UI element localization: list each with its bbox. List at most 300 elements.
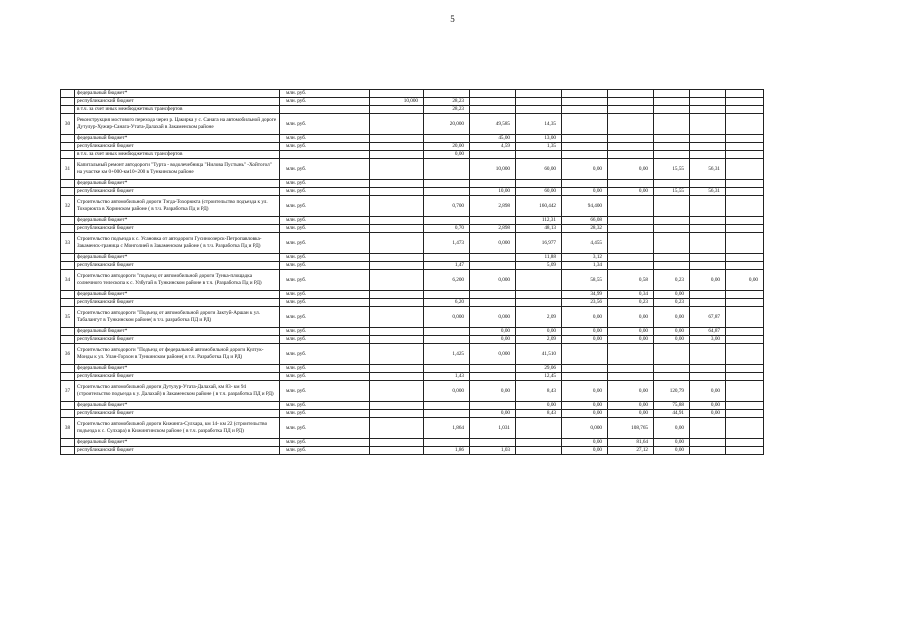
value-cell	[370, 336, 424, 344]
value-cell: 0,00	[654, 328, 690, 336]
value-cell	[726, 344, 764, 365]
value-cell	[562, 365, 608, 373]
value-cell	[470, 254, 516, 262]
funding-row	[61, 98, 764, 106]
value-cell: 2,09	[516, 336, 562, 344]
value-cell: 5,09	[516, 262, 562, 270]
row-name: Капитальный ремонт автодороги "Турта - водолечебница "Нилова Пустынь" -Хойтогол" на участке км 0+000-км10+200 в Тункинском районе	[75, 159, 280, 180]
value-cell	[690, 254, 726, 262]
value-cell: 2,09	[516, 307, 562, 328]
funding-row	[61, 373, 764, 381]
row-name: республиканский бюджет	[75, 299, 280, 307]
row-name: федеральный бюджет*	[75, 365, 280, 373]
value-cell	[654, 344, 690, 365]
value-cell	[424, 328, 470, 336]
value-cell	[424, 188, 470, 196]
row-unit	[280, 151, 370, 159]
value-cell: 56,31	[690, 159, 726, 180]
row-number	[61, 262, 75, 270]
value-cell	[726, 159, 764, 180]
value-cell	[516, 90, 562, 98]
row-number: 31	[61, 159, 75, 180]
row-unit: млн. руб.	[280, 188, 370, 196]
value-cell: 0,23	[654, 299, 690, 307]
value-cell	[726, 418, 764, 439]
value-cell: 0,000	[424, 381, 470, 402]
value-cell: 0,000	[470, 270, 516, 291]
value-cell: 0,000	[424, 307, 470, 328]
row-name: Строительство автодороги "Подъезд от автомобильной дороги Зактуй-Аршан к ул. Табалангут в Тункинском районе( в т.ч. разработка ПД и РД)	[75, 307, 280, 328]
value-cell	[470, 217, 516, 225]
funding-row	[61, 90, 764, 98]
value-cell: 0,00	[562, 402, 608, 410]
row-number: 30	[61, 114, 75, 135]
row-name: в т.ч. за счет иных межбюджетных трансфертов	[75, 151, 280, 159]
funding-row	[61, 143, 764, 151]
value-cell	[690, 418, 726, 439]
value-cell	[726, 262, 764, 270]
value-cell	[516, 151, 562, 159]
funding-row	[61, 151, 764, 159]
value-cell: 1,864	[424, 418, 470, 439]
row-name: республиканский бюджет	[75, 98, 280, 106]
value-cell	[608, 217, 654, 225]
row-number	[61, 188, 75, 196]
value-cell	[726, 196, 764, 217]
value-cell	[424, 180, 470, 188]
value-cell	[726, 410, 764, 418]
value-cell	[370, 151, 424, 159]
value-cell: 13,00	[516, 135, 562, 143]
row-number	[61, 151, 75, 159]
row-unit: млн. руб.	[280, 90, 370, 98]
value-cell	[370, 439, 424, 447]
value-cell	[726, 299, 764, 307]
row-number: 33	[61, 233, 75, 254]
value-cell: 0,00	[608, 381, 654, 402]
value-cell: 0,00	[654, 336, 690, 344]
project-row	[61, 307, 764, 328]
value-cell: 0,00	[562, 328, 608, 336]
project-row	[61, 344, 764, 365]
row-number	[61, 299, 75, 307]
value-cell	[608, 225, 654, 233]
row-number: 38	[61, 418, 75, 439]
value-cell: 0,23	[654, 270, 690, 291]
value-cell: 44,91	[654, 410, 690, 418]
row-number: 37	[61, 381, 75, 402]
value-cell: 0,00	[608, 159, 654, 180]
funding-row	[61, 365, 764, 373]
value-cell	[562, 151, 608, 159]
value-cell: 28,32	[562, 225, 608, 233]
row-number	[61, 402, 75, 410]
row-name: республиканский бюджет	[75, 225, 280, 233]
value-cell	[690, 151, 726, 159]
row-unit: млн. руб.	[280, 418, 370, 439]
value-cell: 0,00	[516, 402, 562, 410]
value-cell: 3,12	[562, 254, 608, 262]
funding-row	[61, 402, 764, 410]
value-cell: 0,000	[562, 418, 608, 439]
row-name: федеральный бюджет*	[75, 254, 280, 262]
value-cell	[424, 439, 470, 447]
row-name: Строительство автомобильной дороги Дутулур-Утата-Далахай, км 83- км 94 (строительство подъезда к у. Далахай) в Закаменском районе ( в т.ч. разработка ПД и РД)	[75, 381, 280, 402]
value-cell: 10,000	[470, 159, 516, 180]
value-cell	[370, 299, 424, 307]
row-name: республиканский бюджет	[75, 373, 280, 381]
value-cell: 34,99	[562, 291, 608, 299]
value-cell: 108,765	[608, 418, 654, 439]
value-cell: 0,700	[424, 196, 470, 217]
row-unit: млн. руб.	[280, 402, 370, 410]
value-cell	[516, 270, 562, 291]
row-number	[61, 291, 75, 299]
value-cell	[654, 373, 690, 381]
value-cell	[608, 143, 654, 151]
value-cell: 2,898	[470, 225, 516, 233]
value-cell: 56,31	[690, 188, 726, 196]
row-name: федеральный бюджет*	[75, 402, 280, 410]
row-name: республиканский бюджет	[75, 143, 280, 151]
value-cell: 0,000	[470, 307, 516, 328]
funding-row	[61, 336, 764, 344]
row-unit: млн. руб.	[280, 262, 370, 270]
value-cell: 75,88	[654, 402, 690, 410]
value-cell	[370, 135, 424, 143]
value-cell	[726, 106, 764, 114]
value-cell	[516, 180, 562, 188]
value-cell	[690, 225, 726, 233]
value-cell: 94,400	[562, 196, 608, 217]
value-cell: 0,00	[690, 381, 726, 402]
value-cell	[562, 98, 608, 106]
value-cell: 0,00	[424, 151, 470, 159]
funding-row	[61, 447, 764, 455]
value-cell	[424, 159, 470, 180]
value-cell: 0,00	[470, 328, 516, 336]
value-cell: 1,47	[424, 262, 470, 270]
row-number	[61, 254, 75, 262]
value-cell: 0,00	[608, 188, 654, 196]
row-unit: млн. руб.	[280, 233, 370, 254]
value-cell	[370, 418, 424, 439]
value-cell	[690, 291, 726, 299]
value-cell	[608, 254, 654, 262]
row-number	[61, 410, 75, 418]
value-cell: 0,00	[562, 188, 608, 196]
value-cell	[654, 233, 690, 254]
value-cell	[370, 196, 424, 217]
row-number	[61, 365, 75, 373]
value-cell	[690, 135, 726, 143]
value-cell	[726, 402, 764, 410]
value-cell	[470, 180, 516, 188]
value-cell	[690, 299, 726, 307]
row-name: федеральный бюджет*	[75, 90, 280, 98]
row-number: 34	[61, 270, 75, 291]
row-unit: млн. руб.	[280, 299, 370, 307]
value-cell	[654, 225, 690, 233]
row-unit: млн. руб.	[280, 135, 370, 143]
row-name: в т.ч. за счет иных межбюджетных трансфертов	[75, 106, 280, 114]
value-cell: 48,13	[516, 225, 562, 233]
row-name: республиканский бюджет	[75, 447, 280, 455]
value-cell	[654, 196, 690, 217]
value-cell: 6,20	[424, 299, 470, 307]
budget-table	[60, 89, 764, 455]
value-cell: 4,455	[562, 233, 608, 254]
value-cell	[370, 159, 424, 180]
value-cell	[690, 180, 726, 188]
row-name: республиканский бюджет	[75, 410, 280, 418]
row-unit	[280, 106, 370, 114]
value-cell	[608, 98, 654, 106]
value-cell: 12,45	[516, 373, 562, 381]
row-number	[61, 106, 75, 114]
value-cell	[726, 135, 764, 143]
row-name: Реконструкция мостового перехода через р. Цакирка у с. Санага на автомобильной дороге Дутулур-Хужир-Санага-Утата-Далахай в Закаменском районе	[75, 114, 280, 135]
value-cell	[690, 114, 726, 135]
row-unit: млн. руб.	[280, 328, 370, 336]
value-cell: 60,00	[516, 159, 562, 180]
value-cell	[726, 98, 764, 106]
value-cell: 0,00	[608, 307, 654, 328]
value-cell: 23,56	[562, 299, 608, 307]
project-row	[61, 196, 764, 217]
value-cell	[608, 106, 654, 114]
value-cell: 20,000	[424, 114, 470, 135]
value-cell: 41,510	[516, 344, 562, 365]
value-cell: 66,08	[562, 217, 608, 225]
value-cell	[370, 344, 424, 365]
row-number	[61, 143, 75, 151]
value-cell	[690, 344, 726, 365]
value-cell	[370, 270, 424, 291]
value-cell: 81,64	[608, 439, 654, 447]
value-cell: 0,00	[654, 418, 690, 439]
value-cell	[608, 262, 654, 270]
row-unit: млн. руб.	[280, 159, 370, 180]
value-cell: 11,88	[516, 254, 562, 262]
value-cell: 0,00	[562, 159, 608, 180]
row-name: федеральный бюджет*	[75, 217, 280, 225]
row-number	[61, 98, 75, 106]
value-cell: 1,86	[424, 447, 470, 455]
value-cell	[424, 410, 470, 418]
value-cell: 15,55	[654, 159, 690, 180]
value-cell: 120,79	[654, 381, 690, 402]
row-number	[61, 447, 75, 455]
funding-row	[61, 410, 764, 418]
row-number	[61, 135, 75, 143]
value-cell	[370, 90, 424, 98]
value-cell	[370, 225, 424, 233]
row-name: федеральный бюджет*	[75, 135, 280, 143]
value-cell: 10,000	[370, 98, 424, 106]
value-cell	[608, 233, 654, 254]
value-cell	[726, 373, 764, 381]
value-cell	[370, 328, 424, 336]
value-cell	[654, 135, 690, 143]
row-unit: млн. руб.	[280, 217, 370, 225]
page-number: 5	[450, 14, 455, 24]
value-cell: 60,00	[516, 188, 562, 196]
value-cell	[370, 410, 424, 418]
project-row	[61, 159, 764, 180]
row-unit: млн. руб.	[280, 307, 370, 328]
value-cell: 29,06	[516, 365, 562, 373]
value-cell: 0,00	[654, 307, 690, 328]
value-cell: 160,442	[516, 196, 562, 217]
value-cell	[690, 106, 726, 114]
value-cell	[726, 225, 764, 233]
value-cell: 10,00	[470, 188, 516, 196]
value-cell	[562, 106, 608, 114]
row-unit: млн. руб.	[280, 344, 370, 365]
value-cell: 64,87	[690, 328, 726, 336]
value-cell	[424, 365, 470, 373]
project-row	[61, 114, 764, 135]
value-cell: 0,00	[608, 402, 654, 410]
value-cell: 1,031	[470, 418, 516, 439]
value-cell	[516, 106, 562, 114]
row-unit: млн. руб.	[280, 439, 370, 447]
value-cell	[726, 143, 764, 151]
value-cell: 16,977	[516, 233, 562, 254]
row-number: 35	[61, 307, 75, 328]
row-number	[61, 439, 75, 447]
value-cell: 8,43	[516, 410, 562, 418]
row-unit: млн. руб.	[280, 196, 370, 217]
funding-row	[61, 217, 764, 225]
row-name: республиканский бюджет	[75, 188, 280, 196]
funding-row	[61, 328, 764, 336]
value-cell: 0,00	[562, 336, 608, 344]
value-cell	[470, 106, 516, 114]
value-cell: 0,00	[562, 381, 608, 402]
value-cell: 4,59	[470, 143, 516, 151]
value-cell	[424, 254, 470, 262]
value-cell: 0,000	[470, 233, 516, 254]
value-cell	[608, 196, 654, 217]
value-cell	[690, 217, 726, 225]
value-cell	[726, 90, 764, 98]
row-number: 32	[61, 196, 75, 217]
value-cell	[370, 373, 424, 381]
value-cell: 0,34	[608, 291, 654, 299]
value-cell: 27,12	[608, 447, 654, 455]
value-cell	[690, 233, 726, 254]
value-cell: 0,00	[562, 410, 608, 418]
value-cell	[690, 98, 726, 106]
row-unit: млн. руб.	[280, 381, 370, 402]
value-cell	[470, 90, 516, 98]
value-cell	[608, 373, 654, 381]
row-unit: млн. руб.	[280, 373, 370, 381]
value-cell: 1,473	[424, 233, 470, 254]
value-cell: 0,00	[470, 336, 516, 344]
row-number	[61, 336, 75, 344]
row-name: Строительство автомобильной дороги Тэгда-Тохорюкта (строительство подъезда к ул. Тохорюкта в Хоринском районе ( в т.ч. Разработка Пд и РД)	[75, 196, 280, 217]
value-cell	[370, 180, 424, 188]
value-cell	[370, 381, 424, 402]
value-cell	[726, 254, 764, 262]
value-cell: 112,31	[516, 217, 562, 225]
value-cell	[608, 135, 654, 143]
row-unit: млн. руб.	[280, 365, 370, 373]
value-cell: 1,425	[424, 344, 470, 365]
value-cell	[608, 90, 654, 98]
value-cell: 1,34	[562, 262, 608, 270]
row-unit: млн. руб.	[280, 336, 370, 344]
value-cell: 0,00	[654, 447, 690, 455]
value-cell	[370, 447, 424, 455]
row-name: федеральный бюджет*	[75, 180, 280, 188]
value-cell	[654, 98, 690, 106]
value-cell: 58,55	[562, 270, 608, 291]
value-cell	[654, 90, 690, 98]
value-cell: 45,00	[470, 135, 516, 143]
value-cell	[654, 151, 690, 159]
value-cell: 1,35	[516, 143, 562, 151]
value-cell	[562, 143, 608, 151]
funding-row	[61, 439, 764, 447]
value-cell	[470, 262, 516, 270]
value-cell	[470, 439, 516, 447]
value-cell: 0,00	[654, 291, 690, 299]
funding-row	[61, 262, 764, 270]
value-cell	[690, 90, 726, 98]
funding-row	[61, 299, 764, 307]
value-cell	[608, 344, 654, 365]
value-cell	[470, 291, 516, 299]
value-cell	[654, 217, 690, 225]
value-cell	[654, 365, 690, 373]
value-cell: 2,898	[470, 196, 516, 217]
value-cell	[654, 180, 690, 188]
row-unit: млн. руб.	[280, 98, 370, 106]
value-cell: 0,00	[562, 307, 608, 328]
value-cell	[424, 135, 470, 143]
funding-row	[61, 135, 764, 143]
row-name: Строительство автодороги "Подъезд от федеральной автомобильной дороги Култук-Монды к ул. Улан-Горхон в Тункинском районе( в т.ч. Разработка Пд и РД)	[75, 344, 280, 365]
value-cell: 0,00	[654, 439, 690, 447]
row-name: федеральный бюджет*	[75, 439, 280, 447]
value-cell: 3,00	[690, 336, 726, 344]
value-cell	[370, 217, 424, 225]
value-cell	[654, 143, 690, 151]
funding-row	[61, 225, 764, 233]
value-cell	[726, 217, 764, 225]
value-cell	[562, 180, 608, 188]
funding-row	[61, 254, 764, 262]
row-name: республиканский бюджет	[75, 336, 280, 344]
value-cell	[470, 151, 516, 159]
funding-row	[61, 106, 764, 114]
value-cell: 0,58	[608, 270, 654, 291]
value-cell	[654, 262, 690, 270]
value-cell: 0,00	[608, 410, 654, 418]
value-cell	[562, 114, 608, 135]
value-cell	[470, 402, 516, 410]
row-number: 36	[61, 344, 75, 365]
value-cell	[424, 217, 470, 225]
value-cell	[370, 365, 424, 373]
value-cell	[370, 307, 424, 328]
row-name: федеральный бюджет*	[75, 291, 280, 299]
value-cell: 20,00	[424, 143, 470, 151]
